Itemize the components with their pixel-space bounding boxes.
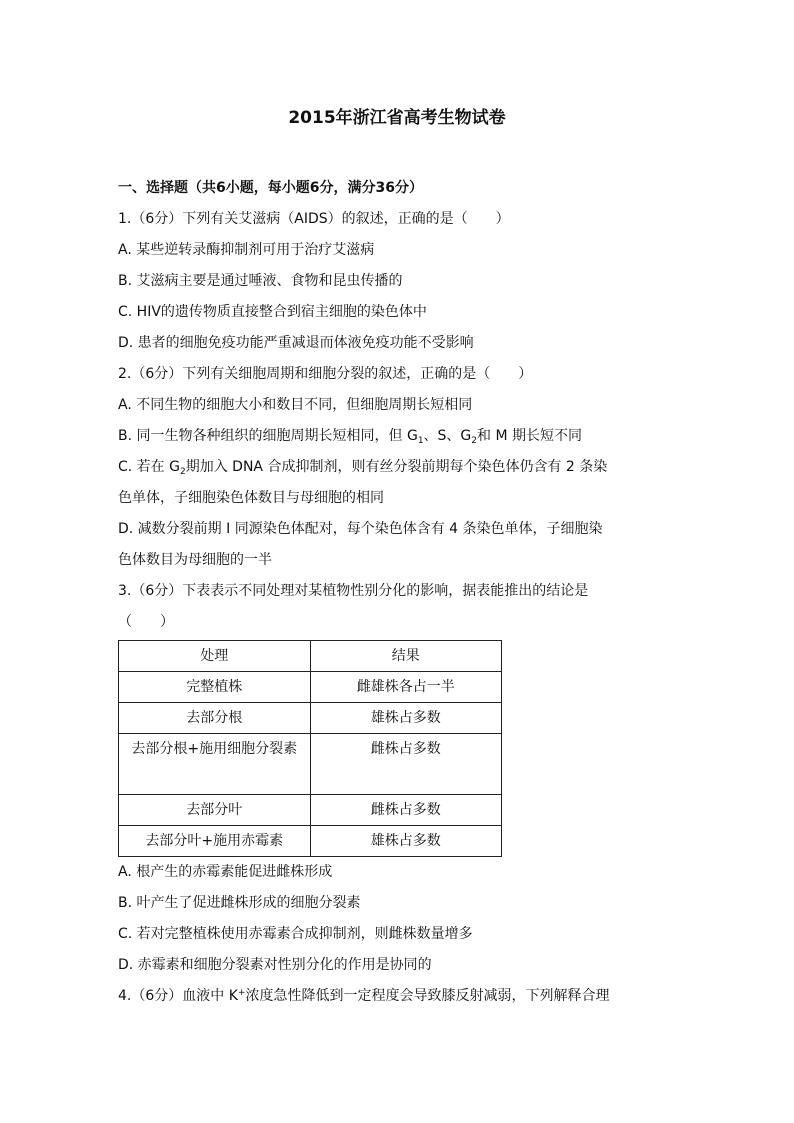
- question-1-option-b: B. 艾滋病主要是通过唾液、食物和昆虫传播的: [118, 273, 403, 289]
- table-row: [119, 672, 502, 703]
- question-3-option-a: A. 根产生的赤霉素能促进雌株形成: [118, 864, 333, 880]
- table-row: [119, 703, 502, 734]
- question-2-option-c: [118, 452, 678, 483]
- option-b-text-2: 、S、G: [423, 428, 472, 444]
- question-3-option-d: D. 赤霉素和细胞分裂素对性别分化的作用是协同的: [118, 957, 432, 973]
- subscript-g2: 2: [179, 467, 186, 477]
- question-1-option-c: C. HIV的遗传物质直接整合到宿主细胞的染色体中: [118, 304, 427, 320]
- option-b-text-1: B. 同一生物各种组织的细胞周期长短相同，但 G: [118, 428, 418, 444]
- page-title: 2015年浙江省高考生物试卷: [288, 108, 506, 128]
- table-cell: 雌株占多数: [310, 734, 502, 795]
- table-cell: 完整植株: [119, 672, 311, 703]
- treatment-result-table: [118, 640, 502, 857]
- table-row: [119, 795, 502, 826]
- table-cell: 雄株占多数: [310, 826, 502, 857]
- subscript-2: 2: [471, 436, 478, 446]
- table-cell: 去部分根: [119, 703, 311, 734]
- question-2-option-a: A. 不同生物的细胞大小和数目不同，但细胞周期长短相同: [118, 397, 473, 413]
- question-2-option-d: D. 减数分裂前期 I 同源染色体配对，每个染色体含有 4 条染色单体，子细胞染: [118, 521, 603, 537]
- exam-content: [118, 173, 678, 1012]
- superscript-plus: +: [237, 988, 246, 998]
- question-1-option-a: A. 某些逆转录酶抑制剂可用于治疗艾滋病: [118, 242, 375, 258]
- subscript-1: 1: [417, 436, 424, 446]
- table-cell: 去部分根+施用细胞分裂素: [119, 734, 311, 795]
- option-c-text-1: C. 若在 G: [118, 459, 180, 475]
- table-header-row: [119, 641, 502, 672]
- question-3-option-b: B. 叶产生了促进雌株形成的细胞分裂素: [118, 895, 361, 911]
- question-1-stem: 1.（6分）下列有关艾滋病（AIDS）的叙述，正确的是（ ）: [118, 211, 510, 227]
- question-4-stem: [118, 981, 678, 1012]
- table-cell: 去部分叶+施用赤霉素: [119, 826, 311, 857]
- section-heading: 一、选择题（共6小题，每小题6分，满分36分）: [118, 180, 423, 196]
- question-2-option-c-continued: 色单体，子细胞染色体数目与母细胞的相同: [118, 490, 384, 506]
- question-4-text-1: 4.（6分）血液中 K: [118, 988, 238, 1004]
- option-b-text-3: 和 M 期长短不同: [477, 428, 583, 444]
- question-3-stem: 3.（6分）下表表示不同处理对某植物性别分化的影响，据表能推出的结论是: [118, 583, 589, 599]
- question-3-option-c: C. 若对完整植株使用赤霉素合成抑制剂，则雌株数量增多: [118, 926, 473, 942]
- table-cell: 去部分叶: [119, 795, 311, 826]
- table-cell: 雌雄株各占一半: [310, 672, 502, 703]
- table-header-cell: 处理: [119, 641, 311, 672]
- question-1-option-d: D. 患者的细胞免疫功能严重减退而体液免疫功能不受影响: [118, 335, 474, 351]
- table-row: [119, 734, 502, 795]
- table-cell: 雄株占多数: [310, 703, 502, 734]
- table-header-cell: 结果: [310, 641, 502, 672]
- question-2-option-b: [118, 421, 678, 452]
- table-row: [119, 826, 502, 857]
- table-cell: 雌株占多数: [310, 795, 502, 826]
- question-3-stem-continued: （ ）: [118, 614, 174, 630]
- question-2-stem: 2.（6分）下列有关细胞周期和细胞分裂的叙述，正确的是（ ）: [118, 366, 533, 382]
- question-4-text-2: 浓度急性降低到一定程度会导致膝反射减弱，下列解释合理: [245, 988, 610, 1004]
- option-c-text-2: 期加入 DNA 合成抑制剂，则有丝分裂前期每个染色体仍含有 2 条染: [185, 459, 608, 475]
- question-2-option-d-continued: 色体数目为母细胞的一半: [118, 552, 272, 568]
